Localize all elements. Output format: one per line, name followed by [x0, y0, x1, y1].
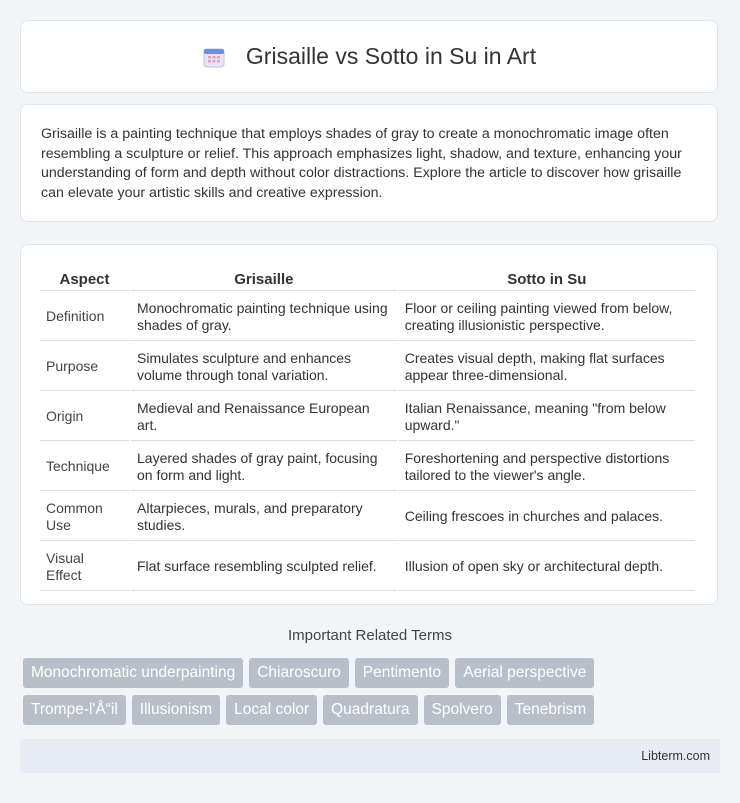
table-row — [40, 443, 695, 491]
comparison-card — [20, 244, 718, 605]
row-aspect: Common Use — [40, 493, 129, 541]
tag-spolvero[interactable]: Spolvero — [424, 695, 501, 725]
table-row — [40, 393, 695, 441]
row-grisaille: Altarpieces, murals, and preparatory studies. — [131, 493, 397, 541]
row-aspect: Visual Effect — [40, 543, 129, 591]
comparison-table — [38, 265, 697, 593]
intro-card — [20, 104, 718, 222]
header-sotto-in-su: Sotto in Su — [399, 267, 695, 291]
tag-trompe-l-oeil[interactable]: Trompe-l'Å“il — [23, 695, 126, 725]
table-row — [40, 493, 695, 541]
row-sotto-in-su: Floor or ceiling painting viewed from below, creating illusionistic perspective. — [399, 293, 695, 341]
tag-aerial-perspective[interactable]: Aerial perspective — [455, 658, 594, 688]
footer — [20, 739, 720, 773]
related-terms-title: Important Related Terms — [288, 627, 452, 644]
related-terms-row-2 — [23, 695, 723, 725]
intro-text: Grisaille is a painting technique that employs shades of gray to create a monochromatic image often resembling a sculpture or relief. This approach emphasizes light, shadow, and texture, enhancing your understanding of form and depth without color distractions. Explore the article to discover how grisaille can elevate your artistic skills and creative expression. — [41, 126, 682, 201]
tag-illusionism[interactable]: Illusionism — [132, 695, 220, 725]
row-sotto-in-su: Italian Renaissance, meaning "from below upward." — [399, 393, 695, 441]
row-grisaille: Medieval and Renaissance European art. — [131, 393, 397, 441]
row-aspect: Origin — [40, 393, 129, 441]
row-sotto-in-su: Foreshortening and perspective distortions tailored to the viewer's angle. — [399, 443, 695, 491]
calendar-icon — [202, 45, 226, 69]
tag-monochromatic-underpainting[interactable]: Monochromatic underpainting — [23, 658, 243, 688]
row-aspect: Technique — [40, 443, 129, 491]
row-aspect: Definition — [40, 293, 129, 341]
row-grisaille: Monochromatic painting technique using shades of gray. — [131, 293, 397, 341]
row-sotto-in-su: Ceiling frescoes in churches and palaces. — [399, 493, 695, 541]
table-row — [40, 343, 695, 391]
row-sotto-in-su: Illusion of open sky or architectural depth. — [399, 543, 695, 591]
tag-tenebrism[interactable]: Tenebrism — [507, 695, 595, 725]
row-grisaille: Simulates sculpture and enhances volume through tonal variation. — [131, 343, 397, 391]
tag-pentimento[interactable]: Pentimento — [355, 658, 449, 688]
tag-local-color[interactable]: Local color — [226, 695, 317, 725]
header-card — [20, 20, 718, 93]
row-grisaille: Flat surface resembling sculpted relief. — [131, 543, 397, 591]
row-aspect: Purpose — [40, 343, 129, 391]
related-terms-row-1 — [23, 658, 723, 688]
header-grisaille: Grisaille — [131, 267, 397, 291]
footer-brand[interactable]: Libterm.com — [641, 749, 710, 763]
table-header-row — [40, 267, 695, 291]
table-row — [40, 293, 695, 341]
header-aspect: Aspect — [40, 267, 129, 291]
tag-chiaroscuro[interactable]: Chiaroscuro — [249, 658, 349, 688]
row-sotto-in-su: Creates visual depth, making flat surfaces appear three-dimensional. — [399, 343, 695, 391]
tag-quadratura[interactable]: Quadratura — [323, 695, 417, 725]
table-row — [40, 543, 695, 591]
row-grisaille: Layered shades of gray paint, focusing on form and light. — [131, 443, 397, 491]
page-title: Grisaille vs Sotto in Su in Art — [245, 43, 537, 69]
